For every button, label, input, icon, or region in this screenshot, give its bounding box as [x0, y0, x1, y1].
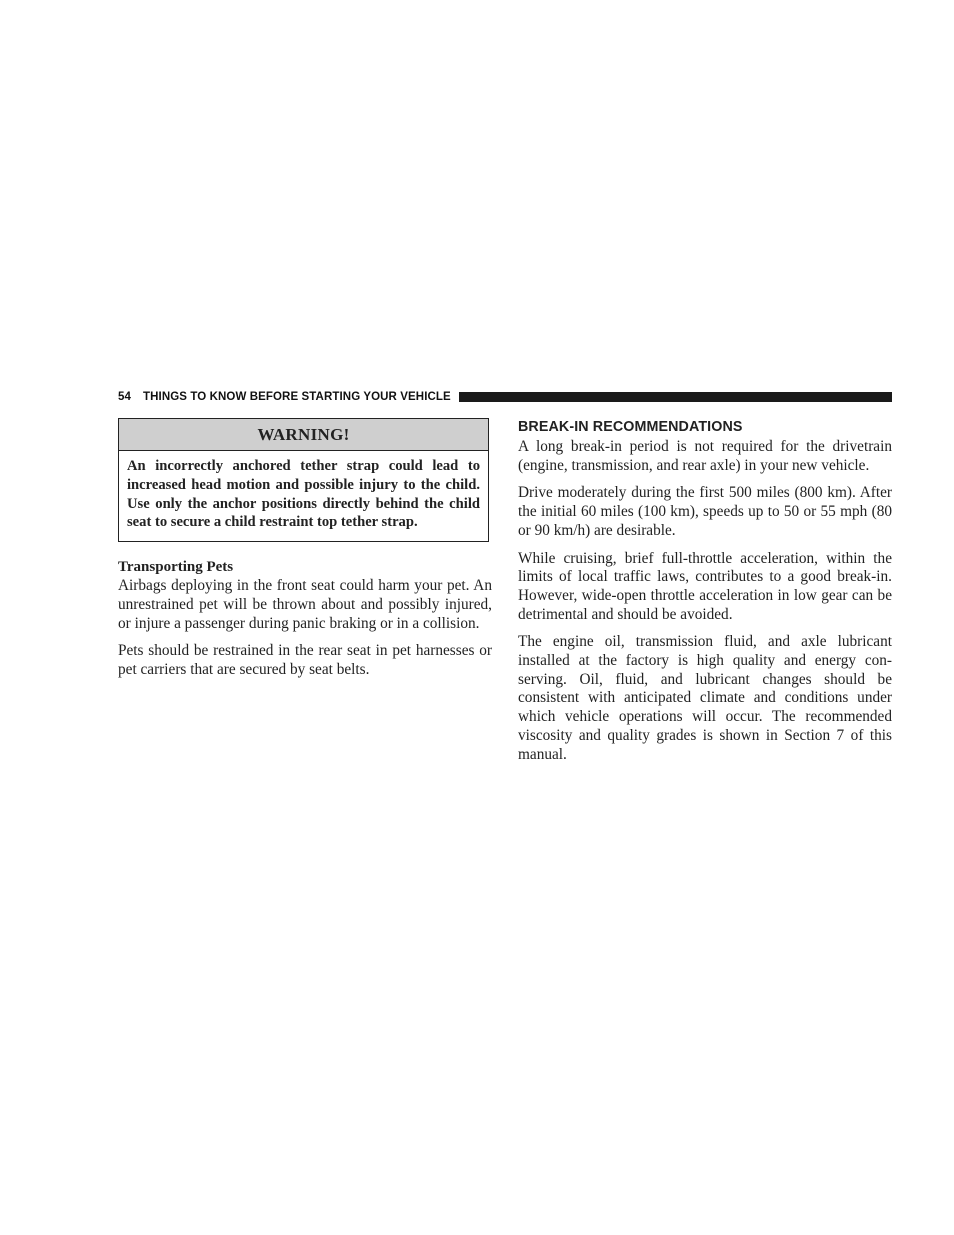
page-header — [118, 389, 892, 405]
paragraph: Airbags deploying in the front seat could harm your pet. An unrestrained pet will be thrown about and possibly injured, or injure a passenger during panic braking or in a collision. — [118, 577, 492, 632]
paragraph: Pets should be restrained in the rear seat in pet harnesses or pet carriers that are secured by seat belts. — [118, 642, 492, 678]
left-column — [118, 418, 492, 689]
header-rule — [459, 392, 892, 402]
transporting-pets-heading: Transporting Pets — [118, 559, 234, 576]
page-number: 54 — [118, 391, 131, 403]
section-title-header: THINGS TO KNOW BEFORE STARTING YOUR VEHICLE — [143, 391, 451, 403]
paragraph: The engine oil, transmission fluid, and axle lubricant installed at the factory is high quality and energy con-serving. Oil, fluid, and lubricant changes should be consistent with anticipated climate and conditions under which vehicle operations will occur. The recommended viscosity and quality grades is shown in Section 7 of this manual. — [518, 633, 892, 763]
warning-title: WARNING! — [119, 419, 488, 451]
right-column — [518, 418, 892, 773]
paragraph: Drive moderately during the first 500 miles (800 km). After the initial 60 miles (100 km), speeds up to 50 or 55 mph (80 or 90 km/h) are desirable. — [518, 484, 892, 539]
paragraph: A long break-in period is not required for the drivetrain (engine, transmission, and rear axle) in your new vehicle. — [518, 438, 892, 474]
warning-text: An incorrectly anchored tether strap could lead to increased head motion and possible injury to the child. Use only the anchor positions directly behind the child seat to secure a child restraint top tether strap. — [127, 458, 480, 531]
paragraph: While cruising, brief full-throttle acceleration, within the limits of local traffic laws, contributes to a good break-in. However, wide-open throttle acceleration in low gear can be detrimental and should be avoided. — [518, 549, 892, 623]
break-in-heading: BREAK-IN RECOMMENDATIONS — [518, 419, 743, 435]
warning-box — [118, 418, 489, 542]
